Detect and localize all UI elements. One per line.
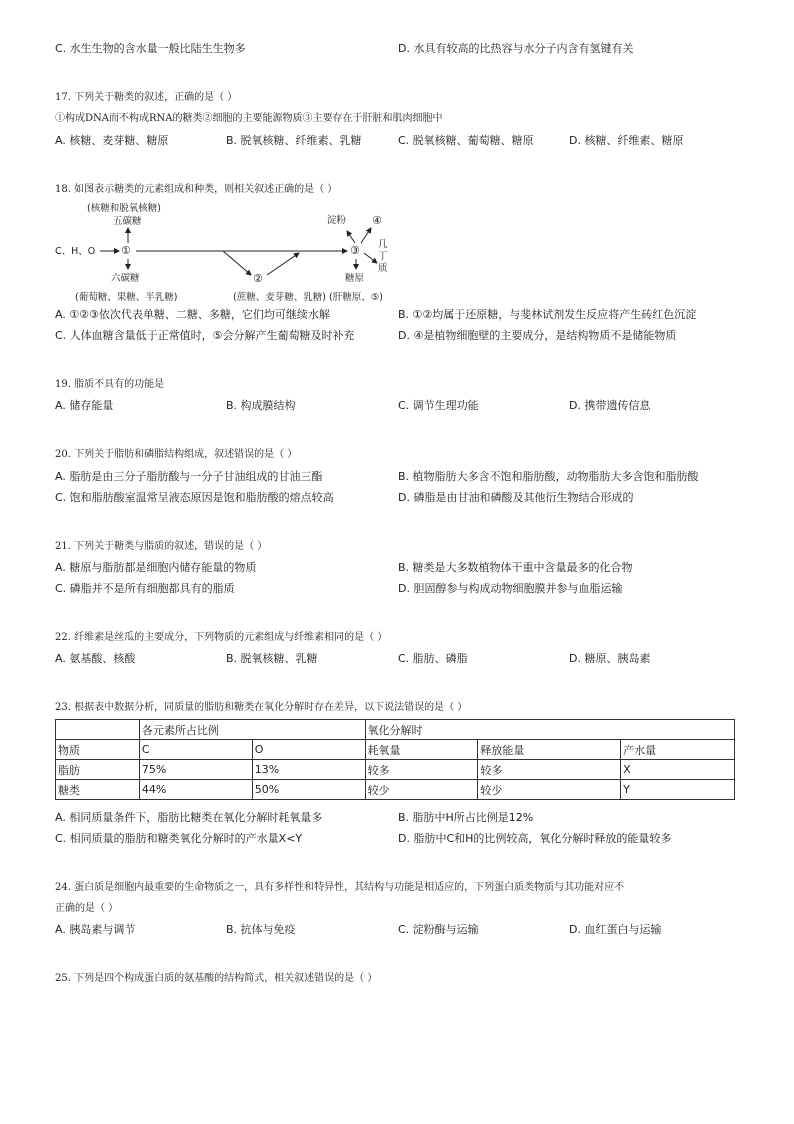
node-3: ③ [350,244,360,257]
q24-option-d: D. 血红蛋白与运输 [569,923,662,936]
table-row [56,780,735,800]
q22-option-d: D. 糖原、胰岛素 [569,652,651,665]
disaccharide-note: (蔗糖、麦芽糖、乳糖) [233,292,326,303]
q16-option-c: C. 水生生物的含水量一般比陆生生物多 [55,42,246,55]
table-cell: X [621,760,735,780]
q20-option-a: A. 脂肪是由三分子脂肪酸与一分子甘油组成的甘油三酯 [55,470,323,483]
q21-option-d: D. 胆固醇参与构成动物细胞膜并参与血脂运输 [398,582,623,595]
q25-stem: 25. 下列是四个构成蛋白质的氨基酸的结构简式，相关叙述错误的是（ ） [55,973,378,984]
table-header-oxidation: 氧化分解时 [365,720,734,740]
table-header-cell: 耗氧量 [365,740,478,760]
q17-stem: 17. 下列关于糖类的叙述，正确的是（ ） [55,92,238,103]
table-header-cell: 释放能量 [478,740,621,760]
table-cell: 脂肪 [56,760,140,780]
q17-conditions: ①构成DNA而不构成RNA的糖类②细胞的主要能源物质③主要存在于肝脏和肌肉细胞中 [55,113,443,124]
table-header-element-ratio: 各元素所占比例 [139,720,365,740]
glycogen-label: 糖原 [345,273,365,284]
q22-option-a: A. 氨基酸、核酸 [55,652,136,665]
table-header-cell: 产水量 [621,740,735,760]
q18-option-b: B. ①②均属于还原糖，与斐林试剂发生反应将产生砖红色沉淀 [398,308,697,321]
q18-option-d: D. ④是植物细胞壁的主要成分，是结构物质不是储能物质 [398,329,677,342]
polysaccharide-note: (肝糖原、⑤) [329,292,383,303]
elements-label: C、H、O [55,246,96,257]
q21-option-a: A. 糖原与脂肪都是细胞内储存能量的物质 [55,561,257,574]
q23-stem: 23. 根据表中数据分析，同质量的脂肪和糖类在氧化分解时存在差异，以下说法错误的是（ ） [55,702,468,713]
q24-stem-line-1: 24. 蛋白质是细胞内最重要的生命物质之一，具有多样性和特异性，其结构与功能是相适应的，下列蛋白质类物质与其功能对应不 [55,882,625,893]
q19-option-d: D. 携带遗传信息 [569,399,651,412]
starch-label: 淀粉 [327,215,347,226]
q24-option-c: C. 淀粉酶与运输 [398,923,479,936]
table-cell: 50% [252,780,365,800]
q18-option-c: C. 人体血糖含量低于正常值时，⑤会分解产生葡萄糖及时补充 [55,329,355,342]
table-header-row-1 [56,720,735,740]
sugar-classification-diagram [55,203,405,305]
q22-stem: 22. 纤维素是丝瓜的主要成分，下列物质的元素组成与纤维素相同的是（ ） [55,632,388,643]
q20-option-d: D. 磷脂是由甘油和磷酸及其他衍生物结合形成的 [398,491,634,504]
table-cell: Y [621,780,735,800]
table-cell: 13% [252,760,365,780]
node-4: ④ [372,214,382,227]
q23-option-b: B. 脂肪中H所占比例是12% [398,811,534,824]
table-cell: 糖类 [56,780,140,800]
q21-option-b: B. 糖类是大多数植物体干重中含量最多的化合物 [398,561,633,574]
q21-stem: 21. 下列关于糖类与脂质的叙述，错误的是（ ） [55,541,268,552]
q18-option-a: A. ①②③依次代表单糖、二糖、多糖，它们均可继续水解 [55,308,330,321]
q24-stem-line-2: 正确的是（ ） [55,903,119,914]
q24-option-b: B. 抗体与免疫 [226,923,296,936]
fat-sugar-table [55,719,735,800]
q24-option-a: A. 胰岛素与调节 [55,923,136,936]
monosaccharide-note: (葡萄糖、果糖、半乳糖) [75,292,178,303]
q18-stem: 18. 如图表示糖类的元素组成和种类，则相关叙述正确的是（ ） [55,184,338,195]
table-header-cell: 物质 [56,740,140,760]
q17-option-c: C. 脱氧核糖、葡萄糖、糖原 [398,134,534,147]
table-cell: 较少 [365,780,478,800]
table-cell: 较多 [365,760,478,780]
q23-option-a: A. 相同质量条件下，脂肪比糖类在氧化分解时耗氧量多 [55,811,323,824]
q19-option-c: C. 调节生理功能 [398,399,479,412]
six-carbon-sugar-label: 六碳糖 [111,273,140,284]
q19-stem: 19. 脂质不具有的功能是 [55,379,165,390]
table-header-cell: O [252,740,365,760]
table-cell: 较少 [478,780,621,800]
q22-option-c: C. 脂肪、磷脂 [398,652,468,665]
table-cell: 44% [139,780,252,800]
table-header-row-2 [56,740,735,760]
q19-option-a: A. 储存能量 [55,399,114,412]
q23-option-d: D. 脂肪中C和H的比例较高，氧化分解时释放的能量较多 [398,832,672,845]
q16-option-d: D. 水具有较高的比热容与水分子内含有氢键有关 [398,42,634,55]
five-carbon-note: (核糖和脱氧核糖) [87,203,161,214]
five-carbon-sugar-label: 五碳糖 [113,216,142,227]
table-cell: 较多 [478,760,621,780]
q17-option-d: D. 核糖、纤维素、糖原 [569,134,684,147]
q23-option-c: C. 相同质量的脂肪和糖类氧化分解时的产水量X<Y [55,832,303,845]
node-2: ② [253,272,263,285]
table-row [56,760,735,780]
table-cell: 75% [139,760,252,780]
q17-option-b: B. 脱氧核糖、纤维素、乳糖 [226,134,362,147]
q19-option-b: B. 构成膜结构 [226,399,296,412]
table-header-cell: C [139,740,252,760]
chitin-label: 几丁质 [378,239,388,274]
q21-option-c: C. 磷脂并不是所有细胞都具有的脂质 [55,582,235,595]
q20-option-b: B. 植物脂肪大多含不饱和脂肪酸，动物脂肪大多含饱和脂肪酸 [398,470,699,483]
node-1: ① [121,244,131,257]
q20-stem: 20. 下列关于脂肪和磷脂结构组成，叙述错误的是（ ） [55,449,298,460]
q20-option-c: C. 饱和脂肪酸室温常呈液态原因是饱和脂肪酸的熔点较高 [55,491,334,504]
q17-option-a: A. 核糖、麦芽糖、糖原 [55,134,169,147]
q22-option-b: B. 脱氧核糖、乳糖 [226,652,318,665]
table-cell [56,720,140,740]
